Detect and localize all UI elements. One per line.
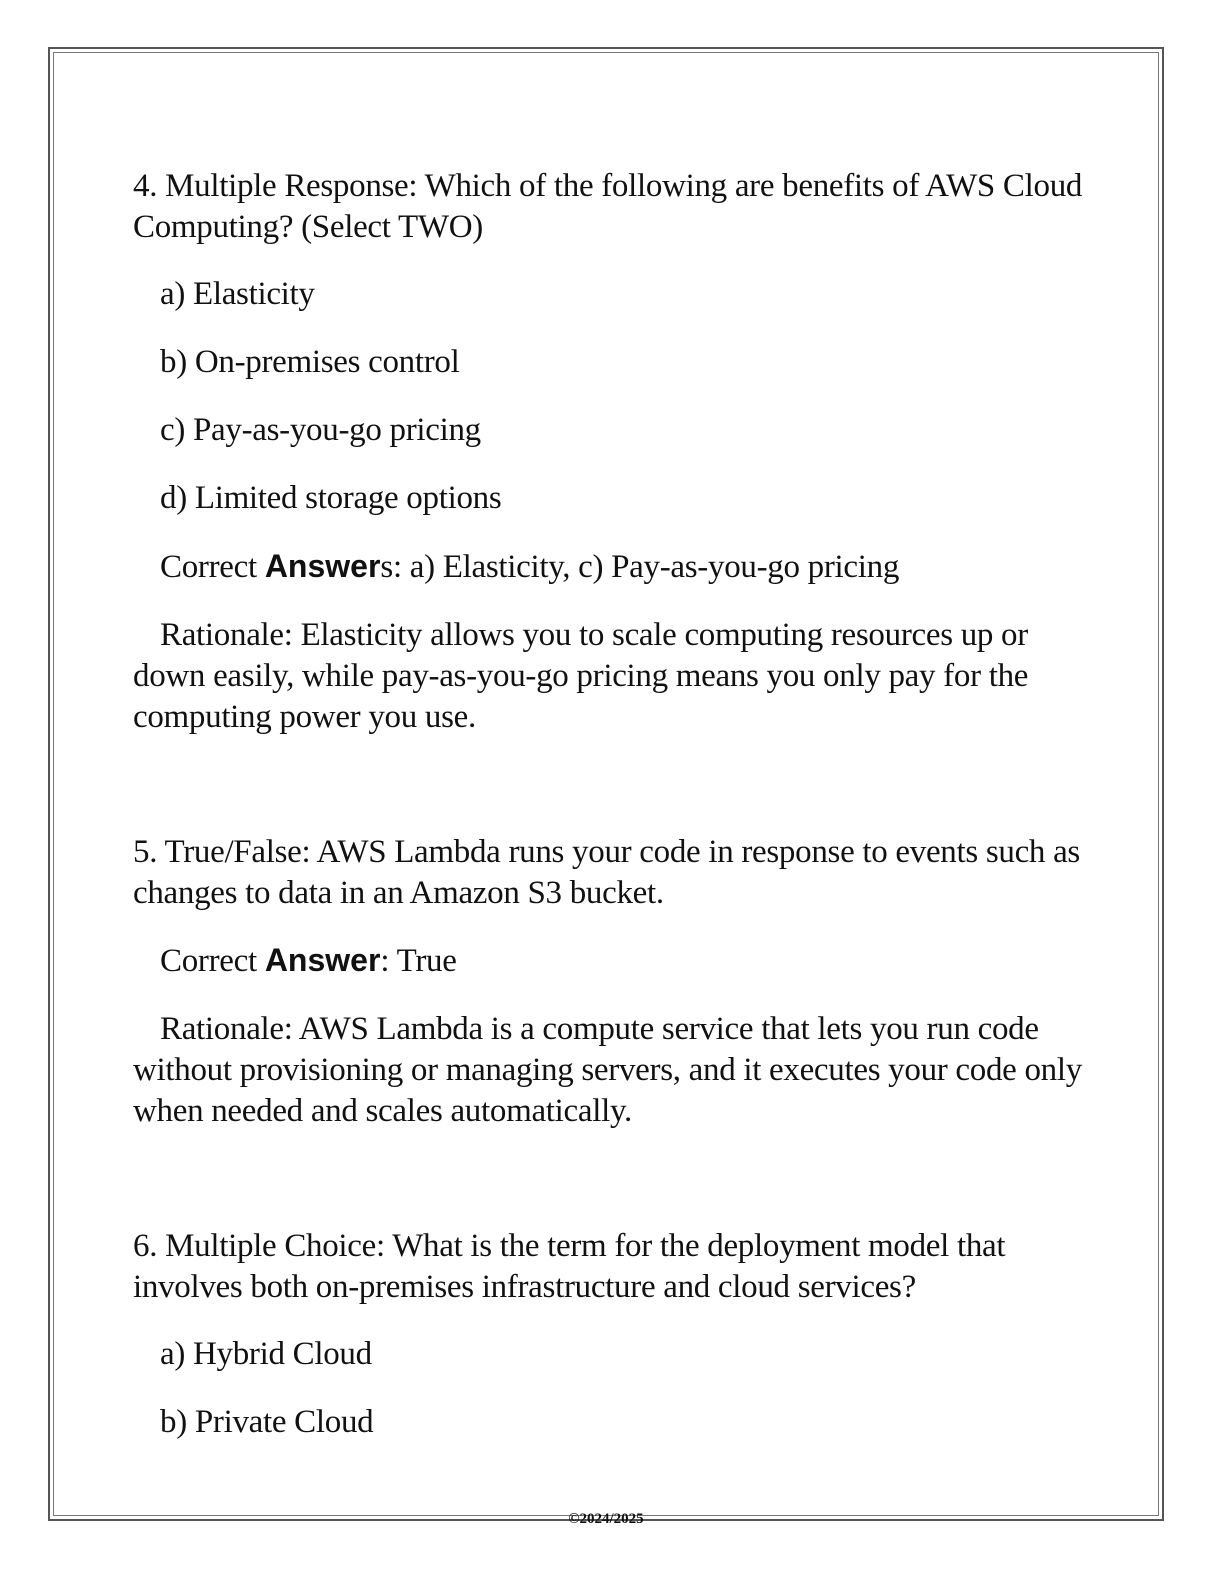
question-5-text: 5. True/False: AWS Lambda runs your code in response to events such as changes to data in an Amazon S3 bucket. xyxy=(133,834,1080,911)
question-4 xyxy=(133,166,1093,738)
answer-suffix: : True xyxy=(380,943,457,979)
question-5 xyxy=(133,832,1093,1132)
question-6-option-b: b) Private Cloud xyxy=(160,1404,374,1440)
question-4-option-b: b) On-premises control xyxy=(160,344,460,380)
question-6 xyxy=(133,1226,1093,1443)
answer-word: Answer xyxy=(264,548,381,584)
question-4-rationale xyxy=(133,615,1093,738)
question-4-text: 4. Multiple Response: Which of the following are benefits of AWS Cloud Computing? (Select TWO) xyxy=(133,168,1083,245)
answer-prefix: Correct xyxy=(160,943,265,979)
question-4-answer xyxy=(133,546,1093,588)
rationale-text: Rationale: Elasticity allows you to scale computing resources up or down easily, while pay-as-you-go pricing means you only pay for the computing power you use. xyxy=(133,617,1029,735)
section-spacer xyxy=(133,738,1093,832)
section-spacer xyxy=(133,1132,1093,1226)
question-4-option-d: d) Limited storage options xyxy=(160,480,502,516)
rationale-text: Rationale: AWS Lambda is a compute service that lets you run code without provisioning or managing servers, and it executes your code only when needed and scales automatically. xyxy=(133,1011,1082,1129)
question-5-answer xyxy=(133,940,1093,982)
question-6-option-a: a) Hybrid Cloud xyxy=(160,1336,372,1372)
question-5-rationale xyxy=(133,1009,1093,1132)
copyright-footer: ©2024/2025 xyxy=(568,1511,644,1527)
question-4-option-a: a) Elasticity xyxy=(160,276,315,312)
answer-prefix: Correct xyxy=(160,549,265,585)
answer-suffix: s: a) Elasticity, c) Pay-as-you-go pricing xyxy=(380,549,900,585)
document-content xyxy=(133,166,1093,1470)
question-4-option-c: c) Pay-as-you-go pricing xyxy=(160,412,481,448)
question-6-text: 6. Multiple Choice: What is the term for the deployment model that involves both on-premises infrastructure and cloud services? xyxy=(133,1228,1006,1305)
answer-word: Answer xyxy=(264,942,381,978)
